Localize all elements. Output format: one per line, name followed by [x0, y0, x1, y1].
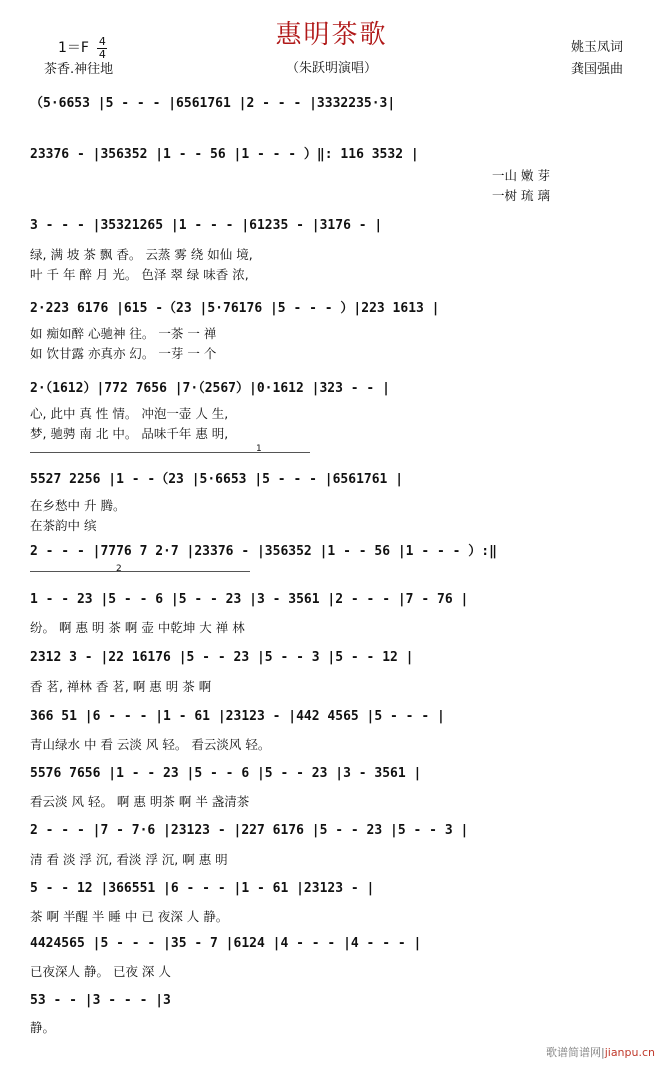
- performer-subtitle: （朱跃明演唱）: [285, 61, 377, 76]
- lyric-line: 如 痴如醉 心驰神 往。 一茶 一 禅: [30, 326, 217, 341]
- notation-row: 1 - - 23 |5 - - 6 |5 - - 23 |3 - 3561 |2 - - - |7 - 76 |: [30, 592, 469, 607]
- lyric-line: 看云淡 风 轻。 啊 惠 明茶 啊 半 盏清茶: [30, 794, 250, 809]
- lyric-line: 梦, 驰骋 南 北 中。 品味千年 惠 明,: [30, 426, 229, 441]
- song-title: 惠明茶歌: [275, 20, 388, 50]
- notation-row: 2·（1612）|772 7656 |7·（2567）|0·1612 |323 - - |: [30, 381, 390, 396]
- volta-number-1: 1: [256, 444, 262, 454]
- key-signature: [58, 36, 107, 60]
- tempo-hint: 茶香.神往地: [44, 62, 114, 77]
- watermark-site: jianpu.cn: [604, 1046, 655, 1059]
- time-sig-bottom: 4: [98, 48, 106, 61]
- time-signature: [97, 36, 107, 60]
- lyric-line: 心, 此中 真 性 情。 冲泡一壶 人 生,: [30, 406, 229, 421]
- notation-row: 53 - - |3 - - - |3: [30, 993, 171, 1008]
- notation-row: 5527 2256 |1 - -（23 |5·6653 |5 - - - |6561761 |: [30, 472, 404, 487]
- lyric-line: 绿, 满 坡 茶 飘 香。 云蒸 雾 绕 如仙 境,: [30, 247, 253, 262]
- notation-row: 4424565 |5 - - - |35 - 7 |6124 |4 - - - |4 - - - |: [30, 936, 422, 951]
- lyric-line: 已夜深人 静。 已夜 深 人: [30, 964, 171, 979]
- lyric-line: 静。: [30, 1020, 56, 1035]
- notation-row: 2312 3 - |22 16176 |5 - - 23 |5 - - 3 |5 - - 12 |: [30, 650, 414, 665]
- lyric-line: 纷。 啊 惠 明 茶 啊 壶 中乾坤 大 禅 林: [30, 620, 245, 635]
- lyric-line: 在茶韵中 缤: [30, 518, 97, 533]
- composer: 龚国强曲: [570, 62, 623, 77]
- lyric-line: 青山绿水 中 看 云淡 风 轻。 看云淡风 轻。: [30, 737, 271, 752]
- time-sig-top: 4: [98, 35, 106, 48]
- watermark-prefix: 歌谱简谱网|: [545, 1046, 605, 1059]
- lyric-line: 一山 嫩 芽: [492, 168, 550, 183]
- notation-row: 2 - - - |7776 7 2·7 |23376 - |356352 |1 - - 56 |1 - - - ）:‖: [30, 544, 497, 559]
- notation-row: 23376 - |356352 |1 - - 56 |1 - - - ）‖: 116 3532 |: [30, 147, 419, 162]
- lyric-line: 茶 啊 半醒 半 睡 中 已 夜深 人 静。: [30, 909, 229, 924]
- notation-row: 3 - - - |35321265 |1 - - - |61235 - |3176 - |: [30, 218, 383, 233]
- notation-row: 5 - - 12 |366551 |6 - - - |1 - 61 |23123 - |: [30, 881, 375, 896]
- lyric-line: 叶 千 年 醉 月 光。 色泽 翠 绿 味香 浓,: [30, 267, 249, 282]
- notation-row: 2·223 6176 |615 -（23 |5·76176 |5 - - - ）|223 1613 |: [30, 301, 440, 316]
- site-watermark: [546, 1044, 655, 1060]
- notation-row: 2 - - - |7 - 7·6 |23123 - |227 6176 |5 - - 23 |5 - - 3 |: [30, 823, 469, 838]
- lyric-line: 香 茗, 禅林 香 茗, 啊 惠 明 茶 啊: [30, 679, 212, 694]
- volta-bracket-2: [30, 571, 250, 572]
- volta-bracket-1: [30, 452, 310, 453]
- volta-number-2: 2: [116, 564, 122, 574]
- lyricist: 姚玉凤词: [570, 40, 623, 55]
- notation-row: （5·6653 |5 - - - |6561761 |2 - - - |3332235·3|: [30, 96, 396, 111]
- lyric-line: 清 看 淡 浮 沉, 看淡 浮 沉, 啊 惠 明: [30, 852, 228, 867]
- lyric-line: 一树 琉 璃: [492, 188, 550, 203]
- lyric-line: 如 饮甘露 亦真亦 幻。 一芽 一 个: [30, 346, 217, 361]
- notation-row: 5576 7656 |1 - - 23 |5 - - 6 |5 - - 23 |3 - 3561 |: [30, 766, 422, 781]
- lyric-line: 在乡愁中 升 腾。: [30, 498, 126, 513]
- notation-row: 366 51 |6 - - - |1 - 61 |23123 - |442 4565 |5 - - - |: [30, 709, 445, 724]
- key-label: 1＝F: [58, 40, 89, 56]
